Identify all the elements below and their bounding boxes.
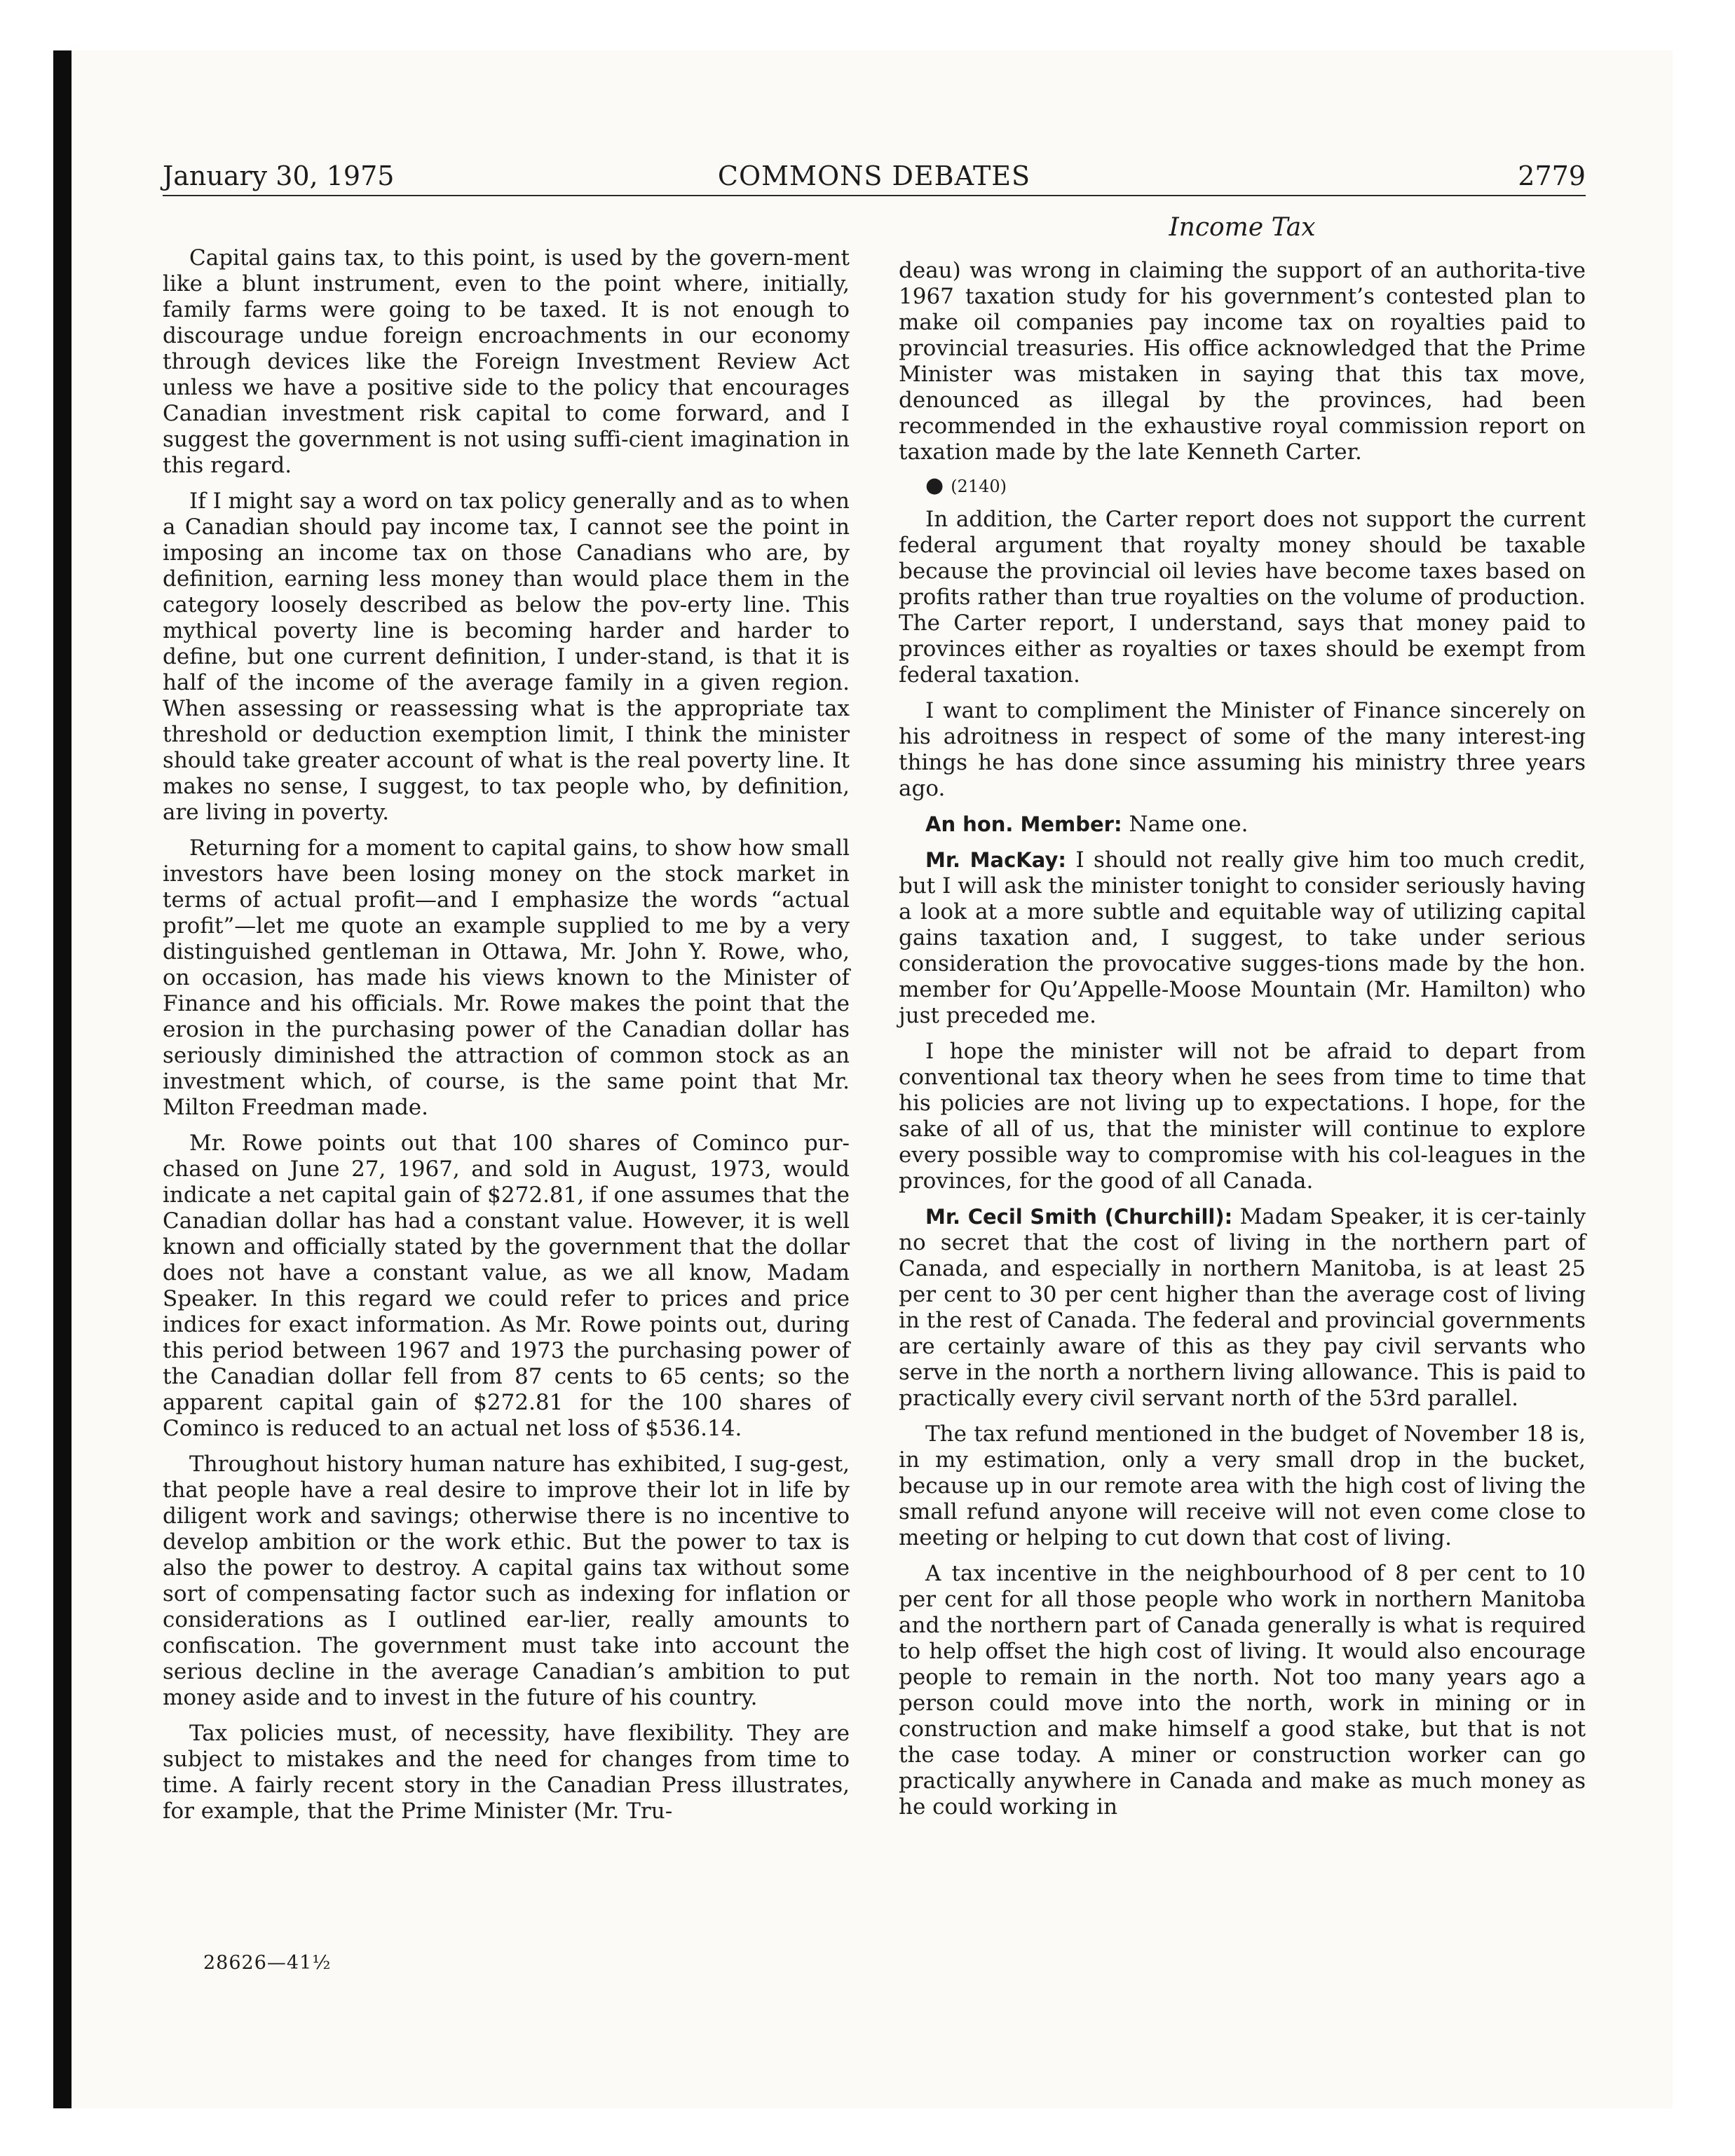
time-marker [899,475,1586,497]
paragraph: Throughout history human nature has exhibited, I sug-gest, that people have a real desire to improve their lot in life by diligent work and savings; otherwise there is no incentive to develop ambition or the work ethic. But the power to tax is also the power to destroy. A capital gains tax without some sort of compensating factor such as indexing for inflation or considerations as I outlined ear-lier, really amounts to confiscation. The government must take into account the serious decline in the average Canadian’s ambition to put money aside and to invest in the future of his country. [163,1452,850,1710]
right-column [899,258,1586,1830]
section-subheading: Income Tax [1169,213,1316,242]
interjection [899,812,1586,838]
time-marker-text: (2140) [951,477,1007,496]
speech [899,847,1586,1029]
paragraph: If I might say a word on tax policy generally and as to when a Canadian should pay income tax, I cannot see the point in imposing an income tax on those Canadians who are, by definition, earning less money than would place them in the category loosely described as below the pov-erty line. This mythical poverty line is becoming harder and harder to define, but one current definition, I under-stand, is that it is half of the income of the average family in a given region. When assessing or reassessing what is the appropriate tax threshold or deduction exemption limit, I think the minister should take greater account of what is the real poverty line. It makes no sense, I suggest, to tax people who, by definition, are living in poverty. [163,489,850,825]
speaker-name: Mr. Cecil Smith (Churchill): [925,1205,1233,1229]
paragraph: Tax policies must, of necessity, have flexibility. They are subject to mistakes and the need for changes from time to time. A fairly recent story in the Canadian Press illustrates, for example, that the Prime Minister (Mr. Tru- [163,1721,850,1824]
signature-mark: 28626—41½ [203,1952,332,1974]
speech [899,1204,1586,1412]
speaker-name: An hon. Member: [925,812,1122,836]
header-date: January 30, 1975 [163,161,395,191]
paragraph: Capital gains tax, to this point, is used by the govern-ment like a blunt instrument, even to the point where, initially, family farms were going to be taxed. It is not enough to discourage undue foreign encroachments in our economy through devices like the Foreign Investment Review Act unless we have a positive side to the policy that encourages Canadian investment risk capital to come forward, and I suggest the government is not using suffi-cient imagination in this regard. [163,245,850,478]
speech-text: Name one. [1129,812,1248,837]
paragraph: In addition, the Carter report does not support the current federal argument that royalty money should be taxable because the provincial oil levies have become taxes based on profits rather than true royalties on the volume of production. The Carter report, I understand, says that money paid to provinces either as royalties or taxes should be exempt from federal taxation. [899,507,1586,688]
speech-text: Madam Speaker, it is cer-tainly no secret that the cost of living in the northern part of Canada, and especially in northern Manitoba, is at least 25 per cent to 30 per cent higher than the average cost of living in the rest of Canada. The federal and provincial governments are certainly aware of this as they pay civil servants who serve in the north a northern living allowance. This is paid to practically every civil servant north of the 53rd parallel. [899,1204,1586,1411]
paragraph: The tax refund mentioned in the budget of November 18 is, in my estimation, only a very small drop in the bucket, because up in our remote area with the high cost of living the small refund anyone will receive will not even come close to meeting or helping to cut down that cost of living. [899,1421,1586,1550]
left-column [163,245,850,1834]
running-header [163,157,1586,196]
paragraph: Mr. Rowe points out that 100 shares of Cominco pur-chased on June 27, 1967, and sold in August, 1973, would indicate a net capital gain of $272.81, if one assumes that the Canadian dollar has had a constant value. However, it is well known and officially stated by the government that the dollar does not have a constant value, as we all know, Madam Speaker. In this regard we could refer to prices and price indices for exact information. As Mr. Rowe points out, during this period between 1967 and 1973 the purchasing power of the Canadian dollar fell from 87 cents to 65 cents; so the apparent capital gain of $272.81 for the 100 shares of Cominco is reduced to an actual net loss of $536.14. [163,1131,850,1441]
speech-text: I should not really give him too much credit, but I will ask the minister tonight to consider seriously having a look at a more subtle and equitable way of utilizing capital gains taxation and, I suggest, to take under serious consideration the provocative sugges-tions made by the hon. member for Qu’Appelle-Moose Mountain (Mr. Hamilton) who just preceded me. [899,847,1586,1028]
bullet-icon: ● [925,473,944,498]
header-page-number: 2779 [1518,161,1586,191]
header-journal-title: COMMONS DEBATES [717,161,1031,191]
paragraph: I hope the minister will not be afraid to depart from conventional tax theory when he sees from time to time that his policies are not living up to expectations. I hope, for the sake of all of us, that the minister will continue to explore every possible way to compromise with his col-leagues in the provinces, for the good of all Canada. [899,1039,1586,1194]
binding-edge [53,50,72,2108]
paragraph: Returning for a moment to capital gains, to show how small investors have been losing money on the stock market in terms of actual profit—and I emphasize the words “actual profit”—let me quote an example supplied to me by a very distinguished gentleman in Ottawa, Mr. John Y. Rowe, who, on occasion, has made his views known to the Minister of Finance and his officials. Mr. Rowe makes the point that the erosion in the purchasing power of the Canadian dollar has seriously diminished the attraction of common stock as an investment which, of course, is the same point that Mr. Milton Freedman made. [163,835,850,1120]
continued-paragraph: deau) was wrong in claiming the support of an authorita-tive 1967 taxation study for his government’s contested plan to make oil companies pay income tax on royalties paid to provincial treasuries. His office acknowledged that the Prime Minister was mistaken in saying that this tax move, denounced as illegal by the provinces, had been recommended in the exhaustive royal commission report on taxation made by the late Kenneth Carter. [899,258,1586,465]
paragraph: A tax incentive in the neighbourhood of 8 per cent to 10 per cent for all those people who work in northern Manitoba and the northern part of Canada generally is what is required to help offset the high cost of living. It would also encourage people to remain in the north. Not too many years ago a person could move into the north, work in mining or in construction and make himself a good stake, but that is not the case today. A miner or construction worker can go practically anywhere in Canada and make as much money as he could working in [899,1561,1586,1820]
paragraph: I want to compliment the Minister of Finance sincerely on his adroitness in respect of some of the many interest-ing things he has done since assuming his ministry three years ago. [899,698,1586,801]
speaker-name: Mr. MacKay: [925,848,1066,872]
